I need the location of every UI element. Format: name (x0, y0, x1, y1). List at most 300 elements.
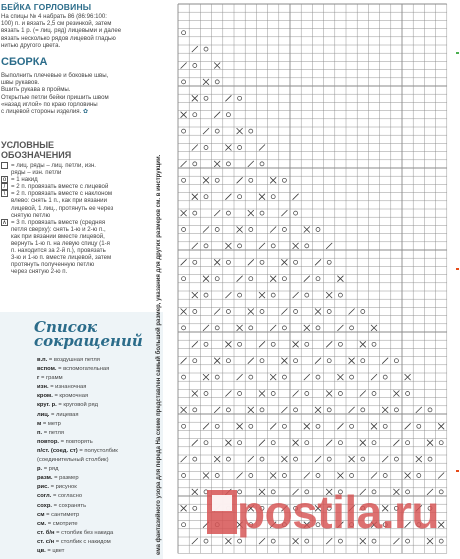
k2tog-mark (259, 243, 265, 249)
decrease-mark (281, 358, 287, 364)
decrease-mark (438, 522, 444, 528)
decrease-mark (203, 473, 209, 479)
yarn-over-mark (193, 113, 197, 117)
abbreviation-term: м (37, 420, 42, 427)
yarn-over-mark (338, 342, 342, 346)
yarn-over-mark (361, 359, 365, 363)
decrease-mark (248, 210, 254, 216)
decrease-mark (225, 243, 231, 249)
k2tog-mark (192, 341, 198, 347)
k2tog-mark (203, 227, 209, 233)
abbreviation-meaning: = кромочная (54, 393, 89, 400)
yarn-over-mark (271, 342, 275, 346)
decrease-mark (293, 538, 299, 544)
k2tog-mark (181, 63, 187, 69)
yarn-over-mark (406, 441, 410, 445)
yarn-over-mark (204, 392, 208, 396)
decrease-mark (382, 407, 388, 413)
k2tog-mark (203, 325, 209, 331)
abbreviation-term: ст. б/н (37, 529, 55, 536)
abbreviation-row (37, 465, 118, 474)
yarn-over-mark (226, 162, 230, 166)
yarn-over-mark (182, 80, 186, 84)
k2tog-mark (315, 259, 321, 265)
yarn-over-mark (338, 539, 342, 543)
abbreviation-term: рис. (37, 484, 49, 491)
yarn-over-mark (204, 342, 208, 346)
k2tog-mark (281, 309, 287, 315)
abbreviation-row (37, 502, 118, 511)
decrease-mark (203, 79, 209, 85)
yarn-over-mark (249, 424, 253, 428)
abbreviation-row (37, 356, 118, 365)
k2tog-mark (214, 407, 220, 413)
neckband-text-line: вязать 1 р. (= лиц. ряд) лицевыми и далее (1, 27, 122, 35)
k2tog-mark (192, 538, 198, 544)
yarn-over-mark (406, 539, 410, 543)
yarn-over-mark (226, 113, 230, 117)
abbreviation-term: кром. (37, 393, 53, 400)
ssk-symbol-icon: \ (1, 190, 8, 197)
yarn-over-mark (215, 277, 219, 281)
decrease-mark (371, 423, 377, 429)
yarn-over-mark (182, 178, 186, 182)
yarn-over-mark (238, 195, 242, 199)
decrease-mark (214, 161, 220, 167)
legend-text: протянуть полученную петлю (11, 261, 95, 269)
k2tog-mark (248, 161, 254, 167)
legend-text: = 2 п. провязать вместе с наклоном (11, 190, 113, 198)
legend-text: ряды – изн. петли (11, 169, 62, 177)
yarn-over-mark (338, 441, 342, 445)
abbreviation-row (37, 383, 118, 392)
yarn-over-mark (271, 441, 275, 445)
k2tog-mark (225, 95, 231, 101)
abbreviation-row (37, 547, 118, 556)
yarn-over-mark (260, 457, 264, 461)
neckband-text-line: На спицы № 4 набрать 86 (86:96:100: (1, 13, 107, 20)
abbreviation-row (37, 456, 118, 465)
abbreviation-meaning: = ряд (43, 466, 59, 473)
k2tog-mark (225, 292, 231, 298)
decrease-mark (304, 227, 310, 233)
abbreviation-meaning: = размер (54, 475, 79, 482)
k2tog-mark (237, 473, 243, 479)
abbreviation-meaning: = столбик с накидом (55, 538, 111, 545)
abbreviation-term: повтор. (37, 438, 59, 445)
yarn-over-mark (338, 392, 342, 396)
abbreviation-row (37, 438, 118, 447)
yarn-over-mark (226, 260, 230, 264)
abbreviation-meaning: = грамм (41, 375, 63, 382)
abbreviation-meaning: = повторять (60, 438, 93, 445)
k2tog-mark (270, 423, 276, 429)
k2tog-mark (192, 243, 198, 249)
decrease-mark (181, 407, 187, 413)
yarn-over-mark (260, 260, 264, 264)
decrease-mark (214, 63, 220, 69)
abbreviation-term: п. (37, 429, 43, 436)
decrease-mark (304, 325, 310, 331)
decrease-mark (192, 194, 198, 200)
k2tog-mark (237, 177, 243, 183)
k2tog-mark (349, 407, 355, 413)
yarn-over-mark (439, 539, 443, 543)
yarn-over-mark (383, 424, 387, 428)
yarn-over-mark (260, 408, 264, 412)
yarn-over-mark (193, 260, 197, 264)
yarn-over-mark (204, 293, 208, 297)
abbreviations-title-line: Список (34, 318, 98, 336)
yarn-over-mark (260, 211, 264, 215)
decrease-mark (237, 227, 243, 233)
yarn-over-mark (394, 359, 398, 363)
decrease-mark (427, 440, 433, 446)
abbreviation-term: вспом. (37, 366, 57, 373)
abbreviation-meaning: = воздушная петля (48, 357, 100, 363)
yarn-over-symbol-icon: o (2, 177, 7, 184)
assembly-section (1, 56, 166, 115)
abbreviation-row (37, 374, 118, 383)
k2tog-mark (438, 473, 444, 479)
k2tog-mark (293, 391, 299, 397)
k2tog-mark (214, 210, 220, 216)
legend-text: = 1 накид (11, 176, 38, 184)
yarn-over-mark (271, 293, 275, 297)
abbreviation-term: сохр. (37, 502, 52, 509)
yarn-over-mark (204, 96, 208, 100)
decrease-mark (360, 341, 366, 347)
decrease-mark (181, 309, 187, 315)
neckband-text-line: вязать несколько рядов лицевой гладью (1, 34, 116, 42)
yarn-over-mark (215, 326, 219, 330)
k2tog-mark (237, 374, 243, 380)
yarn-over-mark (294, 260, 298, 264)
yarn-over-mark (226, 359, 230, 363)
k2tog-mark (393, 538, 399, 544)
decrease-mark (293, 341, 299, 347)
decrease-mark (192, 391, 198, 397)
row-marker (456, 470, 459, 472)
yarn-over-mark (316, 375, 320, 379)
decrease-mark (326, 292, 332, 298)
decrease-mark (225, 440, 231, 446)
yarn-over-mark (282, 326, 286, 330)
abbreviation-row (37, 392, 118, 401)
yarn-over-mark (417, 424, 421, 428)
yarn-over-mark (193, 408, 197, 412)
legend-text: лицевой, 1 лиц., протянуть ее через (11, 204, 114, 212)
decrease-mark (337, 276, 343, 282)
assembly-text-line: Вшить рукава в проймы. (1, 86, 71, 94)
instructions-column (0, 0, 168, 559)
k2tog-mark (192, 46, 198, 52)
k2tog-mark (326, 341, 332, 347)
k2tog-mark (181, 259, 187, 265)
yarn-over-mark (361, 408, 365, 412)
abbreviation-meaning: = вспомогательная (58, 366, 110, 373)
yarn-over-mark (215, 129, 219, 133)
decrease-mark (349, 456, 355, 462)
yarn-over-mark (193, 162, 197, 166)
yarn-over-mark (271, 539, 275, 543)
k2tog-mark (259, 538, 265, 544)
yarn-over-mark (260, 310, 264, 314)
decrease-mark (214, 358, 220, 364)
abbreviation-row (37, 429, 118, 438)
yarn-over-mark (372, 392, 376, 396)
legend-item-knit (1, 162, 166, 176)
yarn-over-mark (238, 342, 242, 346)
k2tog-mark (270, 325, 276, 331)
k2tog-mark (259, 440, 265, 446)
decrease-mark (181, 112, 187, 118)
k2tog-mark (393, 440, 399, 446)
abbreviation-row (37, 365, 118, 374)
abbreviation-meaning: = изнаночная (50, 384, 87, 391)
k2tog-mark (270, 227, 276, 233)
decrease-mark (270, 177, 276, 183)
abbreviation-meaning: = метр (42, 420, 61, 427)
decrease-mark (293, 243, 299, 249)
k2tog-mark (259, 341, 265, 347)
chart-side-caption: ема фантазийного узора для переда На схеме представлен самый большой размер, указания для других размеров см. в инструкции. (156, 154, 162, 555)
k2tog-mark (203, 423, 209, 429)
yarn-over-mark (282, 424, 286, 428)
yarn-over-mark (282, 474, 286, 478)
yarn-over-mark (406, 392, 410, 396)
k2tog-mark (293, 292, 299, 298)
legend-text: петля сверху): снять 1-ю и 2-ю п., (11, 225, 106, 233)
decrease-mark (405, 374, 411, 380)
decrease-mark (315, 309, 321, 315)
yarn-over-mark (226, 408, 230, 412)
yarn-over-mark (204, 539, 208, 543)
yarn-over-mark (271, 392, 275, 396)
yarn-over-mark (361, 310, 365, 314)
legend-text: = лиц. ряды – лиц. петли, изн. (11, 162, 96, 169)
legend-text: влево: снять 1 п., как при вязании (11, 197, 107, 205)
k2tog-mark (181, 358, 187, 364)
neckband-section (1, 2, 166, 49)
legend-text: п. находится за 2-й п.), провязать (11, 247, 106, 255)
yarn-over-mark (193, 359, 197, 363)
yarn-over-mark (182, 424, 186, 428)
k2tog-symbol-icon: / (1, 183, 8, 190)
yarn-over-mark (327, 457, 331, 461)
decrease-mark (237, 423, 243, 429)
yarn-over-mark (249, 326, 253, 330)
decrease-mark (203, 276, 209, 282)
abbreviation-term: п/ст. (соед. ст) (37, 447, 78, 454)
legend-title-line: УСЛОВНЫЕ (1, 140, 55, 150)
neckband-title: БЕЙКА ГОРЛОВИНЫ (1, 2, 92, 12)
yarn-over-mark (260, 162, 264, 166)
k2tog-mark (248, 259, 254, 265)
yarn-over-mark (383, 375, 387, 379)
abbreviation-meaning: = смотрите (47, 520, 78, 527)
yarn-over-mark (350, 424, 354, 428)
decrease-mark (248, 407, 254, 413)
yarn-over-mark (372, 539, 376, 543)
yarn-over-mark (350, 474, 354, 478)
legend-text: 3-ю и 1-ю п. вместе лицевой, затем (11, 254, 112, 262)
yarn-over-mark (282, 277, 286, 281)
k2tog-mark (181, 161, 187, 167)
yarn-over-mark (249, 129, 253, 133)
k2tog-mark (237, 276, 243, 282)
abbreviation-term: круг. р. (37, 402, 57, 409)
yarn-over-mark (182, 277, 186, 281)
k2tog-mark (203, 128, 209, 134)
decrease-mark (192, 95, 198, 101)
abbreviation-meaning: = столбик без накида (56, 529, 114, 536)
yarn-over-mark (249, 277, 253, 281)
k2tog-mark (337, 423, 343, 429)
yarn-over-mark (249, 474, 253, 478)
decrease-mark (259, 194, 265, 200)
abbreviation-row (37, 483, 118, 492)
decrease-mark (225, 145, 231, 151)
yarn-over-mark (350, 326, 354, 330)
abbreviation-row (37, 520, 118, 529)
decrease-mark (181, 505, 187, 511)
abbreviation-row (37, 529, 118, 538)
yarn-over-mark (193, 211, 197, 215)
abbreviation-term: согл. (37, 493, 52, 500)
legend-title-line: ОБОЗНАЧЕНИЯ (1, 150, 72, 160)
yarn-over-mark (361, 457, 365, 461)
legend-text: = 2 п. провязать вместе с лицевой (11, 183, 109, 191)
k2tog-mark (248, 358, 254, 364)
decrease-mark (203, 177, 209, 183)
decrease-mark (405, 473, 411, 479)
yarn-over-mark (204, 244, 208, 248)
k2tog-mark (315, 456, 321, 462)
abbreviations-list (37, 356, 118, 556)
assembly-text-line: «назад иглой» по краю горловины (1, 100, 98, 108)
k2tog-mark (326, 243, 332, 249)
k2tog-mark (248, 456, 254, 462)
yarn-over-mark (182, 523, 186, 527)
postila-logo-icon (203, 486, 241, 538)
knitting-chart (172, 0, 460, 559)
decrease-mark (181, 210, 187, 216)
yarn-over-mark (182, 375, 186, 379)
yarn-over-mark (316, 326, 320, 330)
abbreviation-row (37, 492, 118, 501)
k2tog-mark (326, 538, 332, 544)
yarn-over-mark (193, 64, 197, 68)
decrease-mark (427, 538, 433, 544)
k2tog-mark (315, 358, 321, 364)
k2tog-mark (304, 374, 310, 380)
yarn-over-mark (282, 375, 286, 379)
decrease-mark (360, 538, 366, 544)
decrease-mark (237, 128, 243, 134)
yarn-over-mark (215, 178, 219, 182)
legend-text: через снятую 2-ю п. (11, 268, 68, 276)
decrease-mark (214, 259, 220, 265)
k2tog-mark (304, 276, 310, 282)
yarn-over-mark (428, 457, 432, 461)
yarn-over-mark (238, 146, 242, 150)
neckband-text-line: нитью другого цвета. (1, 41, 61, 49)
decrease-mark (293, 440, 299, 446)
abbreviation-meaning: = лицевая (51, 411, 79, 418)
k2tog-mark (371, 473, 377, 479)
assembly-text-line: Выполнить плечевые и боковые швы, (1, 72, 109, 79)
k2tog-mark (349, 309, 355, 315)
yarn-over-mark (182, 474, 186, 478)
decrease-mark (337, 473, 343, 479)
k2tog-mark (192, 440, 198, 446)
k2tog-mark (360, 391, 366, 397)
yarn-over-mark (305, 539, 309, 543)
yarn-over-mark (305, 441, 309, 445)
abbreviations-title (34, 320, 143, 348)
yarn-over-mark (238, 96, 242, 100)
yarn-over-mark (294, 211, 298, 215)
decrease-mark (393, 391, 399, 397)
yarn-over-mark (394, 408, 398, 412)
yarn-over-mark (238, 392, 242, 396)
k2tog-mark (225, 194, 231, 200)
k2tog-mark (337, 325, 343, 331)
decrease-mark (214, 456, 220, 462)
yarn-over-mark (204, 441, 208, 445)
k2tog-mark (281, 407, 287, 413)
yarn-over-mark (215, 375, 219, 379)
abbreviation-term: лиц. (37, 411, 50, 418)
abbreviation-row (37, 511, 118, 520)
centered-decrease-symbol-icon: ∧ (2, 219, 7, 226)
legend-item-ssk (1, 190, 166, 218)
legend-text: снятую петлю (11, 211, 51, 219)
k2tog-mark (181, 456, 187, 462)
abbreviation-row (37, 447, 118, 456)
row-marker (456, 52, 459, 54)
yarn-over-mark (305, 293, 309, 297)
abbreviation-term: цв. (37, 547, 46, 554)
yarn-over-mark (182, 326, 186, 330)
decrease-mark (438, 423, 444, 429)
yarn-over-mark (294, 408, 298, 412)
decrease-mark (337, 374, 343, 380)
yarn-over-mark (439, 441, 443, 445)
decrease-mark (349, 358, 355, 364)
k2tog-mark (225, 391, 231, 397)
yarn-over-mark (226, 457, 230, 461)
abbreviation-meaning: = согласно (52, 493, 83, 500)
abbreviation-term: см (37, 511, 45, 518)
decrease-mark (225, 538, 231, 544)
decrease-mark (237, 325, 243, 331)
decrease-mark (281, 456, 287, 462)
k2tog-mark (371, 374, 377, 380)
yarn-over-mark (372, 441, 376, 445)
decrease-mark (225, 341, 231, 347)
assembly-text-line: швы рукавов. (1, 79, 40, 87)
k2tog-mark (192, 145, 198, 151)
yarn-over-mark (282, 228, 286, 232)
yarn-over-mark (439, 490, 443, 494)
yarn-over-mark (417, 474, 421, 478)
yarn-over-mark (260, 359, 264, 363)
abbreviation-term: р. (37, 466, 43, 473)
yarn-over-mark (350, 375, 354, 379)
yarn-over-mark (372, 342, 376, 346)
